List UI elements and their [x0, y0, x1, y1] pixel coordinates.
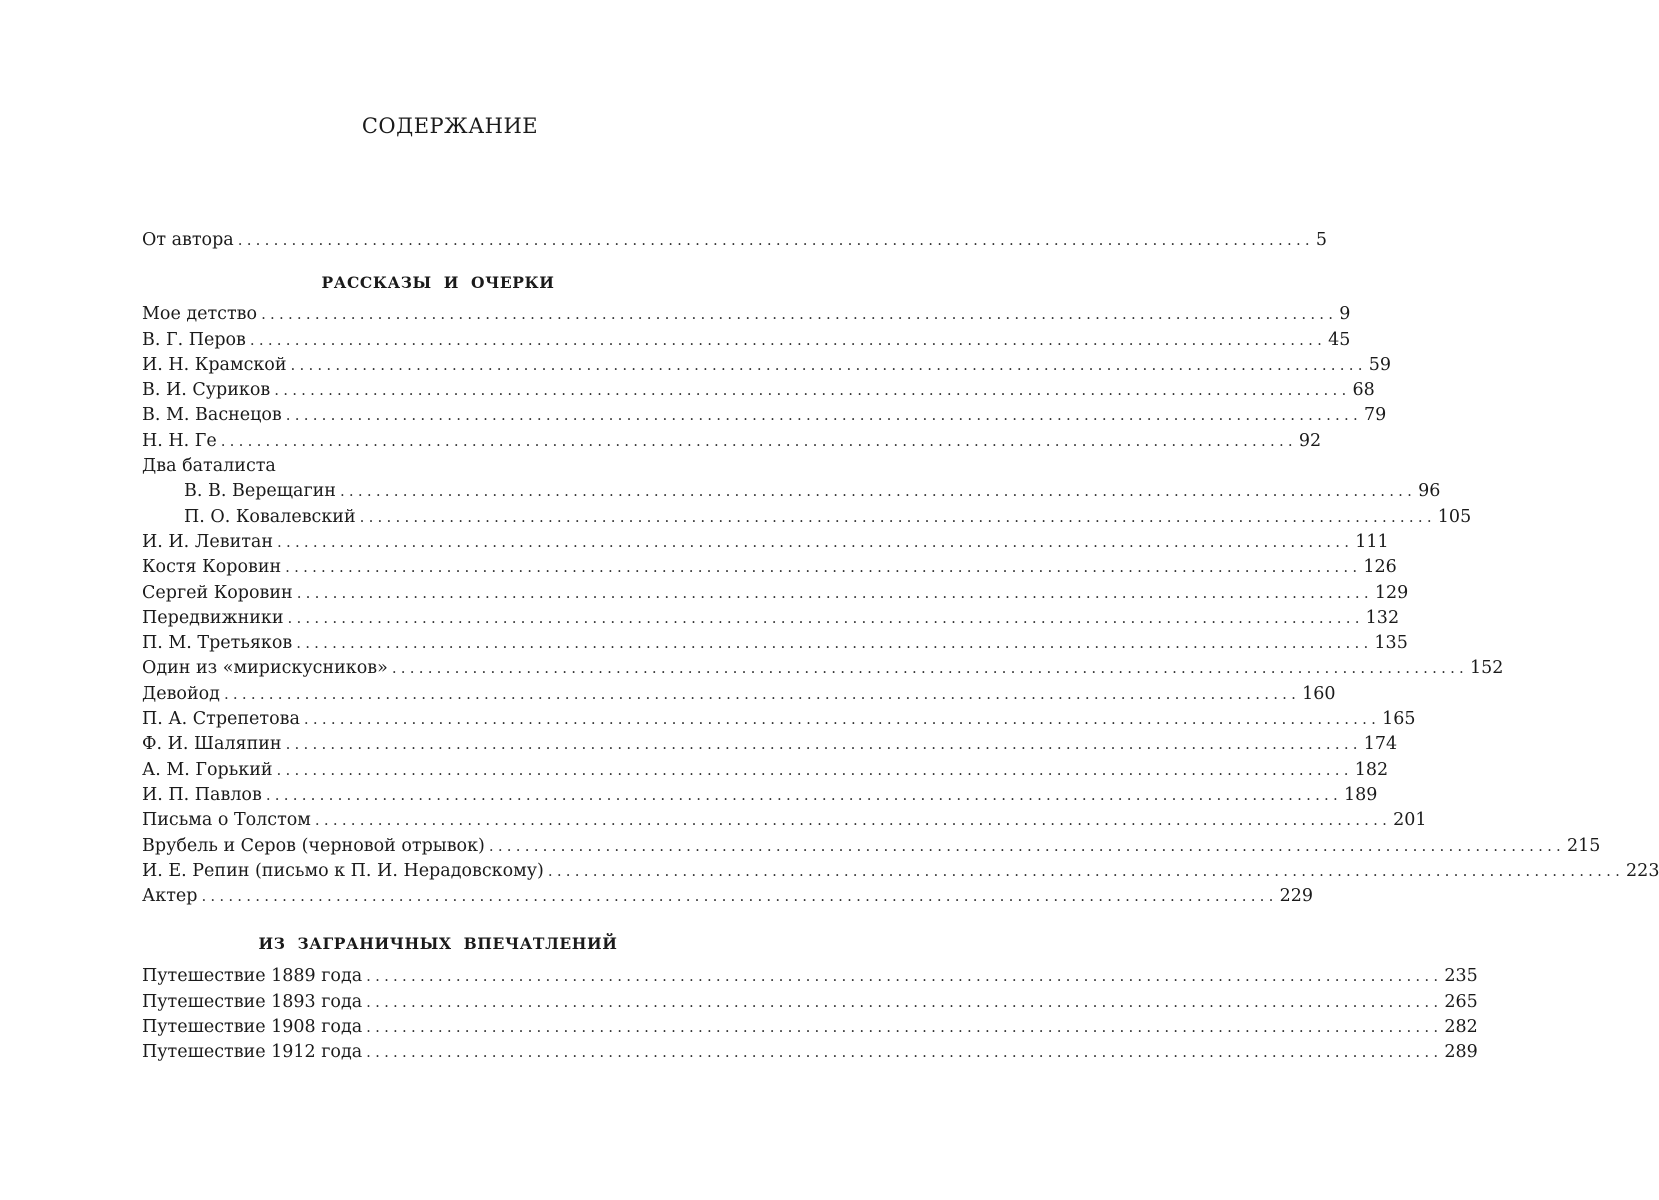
toc-entry-label: И. Е. Репин (письмо к П. И. Нерадовскому) — [142, 860, 544, 881]
dot-leader: ........................................................................................................................ — [261, 305, 1338, 324]
dot-leader: ........................................................................................................................ — [359, 507, 1436, 526]
dot-leader: ........................................................................................................................ — [276, 760, 1353, 779]
section-spacer — [142, 956, 734, 964]
toc-entry-page: 111 — [1355, 531, 1389, 552]
toc-entry-page: 68 — [1352, 380, 1375, 401]
toc-entry-page: 182 — [1354, 759, 1389, 780]
toc-entry[interactable] — [142, 403, 1387, 428]
toc-entry-label: А. М. Горький — [142, 759, 273, 780]
toc-entry[interactable] — [142, 707, 1416, 732]
toc-entry-label: В. И. Суриков — [142, 380, 271, 401]
toc-entry-page: 282 — [1444, 1017, 1478, 1038]
toc-entry[interactable] — [142, 783, 1378, 808]
toc-entry-label: П. А. Стрепетова — [142, 709, 300, 730]
toc-entry-label: Письма о Толстом — [142, 810, 311, 831]
dot-leader: ........................................................................................................................ — [223, 684, 1301, 703]
dot-leader: ........................................................................................................................ — [285, 735, 1362, 754]
dot-leader: ........................................................................................................................ — [249, 330, 1327, 349]
toc-entry-label: В. В. Верещагин — [184, 481, 336, 502]
toc-entry[interactable] — [142, 429, 1322, 454]
toc-entry[interactable] — [142, 530, 1389, 555]
toc-entry-page: 289 — [1444, 1042, 1478, 1063]
toc-entry-intro[interactable] — [142, 228, 1328, 253]
dot-leader: ........................................................................................................................ — [201, 887, 1278, 906]
toc-entry-page: 45 — [1328, 329, 1351, 350]
toc-entry-label: В. Г. Перов — [142, 329, 246, 350]
toc-entry[interactable] — [142, 505, 1472, 530]
toc-entry-page: 92 — [1298, 430, 1322, 451]
toc-entry[interactable] — [142, 656, 1504, 681]
toc-entry[interactable] — [142, 1040, 1478, 1065]
toc-entry-label: И. И. Левитан — [142, 531, 274, 552]
toc-entry[interactable] — [142, 1015, 1478, 1040]
toc-entry-page: 235 — [1444, 966, 1478, 987]
section-spacer — [142, 909, 734, 931]
toc-entry[interactable] — [142, 808, 1427, 833]
dot-leader: ........................................................................................................................ — [366, 967, 1443, 986]
toc-entry-page: 165 — [1382, 709, 1416, 730]
section-spacer — [142, 295, 734, 302]
toc-entry[interactable] — [142, 581, 1409, 606]
dot-leader: ........................................................................................................................ — [277, 532, 1354, 551]
dot-leader: ........................................................................................................................ — [285, 558, 1362, 577]
toc-entry-label: Передвижники — [142, 607, 284, 628]
toc-entry[interactable] — [142, 378, 1375, 403]
toc-entry-label: Костя Коровин — [142, 557, 282, 578]
toc-entry-label: Врубель и Серов (черновой отрывок) — [142, 835, 485, 856]
dot-leader: ........................................................................................................................ — [265, 785, 1342, 804]
page-title: СОДЕРЖАНИЕ — [361, 114, 539, 138]
table-of-contents — [142, 228, 1659, 1066]
toc-entry-page: 9 — [1339, 304, 1351, 325]
dot-leader: ........................................................................................................................ — [488, 836, 1566, 855]
toc-entry-page: 135 — [1374, 633, 1408, 654]
dot-leader: ........................................................................................................................ — [287, 608, 1364, 627]
toc-entry-page: 229 — [1279, 886, 1314, 907]
toc-entry-label: Путешествие 1908 года — [142, 1017, 363, 1038]
toc-entry-page: 215 — [1567, 835, 1601, 856]
dot-leader: ........................................................................................................................ — [290, 355, 1367, 374]
toc-entry[interactable] — [142, 479, 1441, 504]
section-spacer — [142, 253, 734, 270]
toc-entry[interactable] — [142, 884, 1314, 909]
toc-entry-page: 96 — [1418, 481, 1441, 502]
toc-entry-label: Сергей Коровин — [142, 582, 293, 603]
toc-entry-page: 160 — [1302, 683, 1336, 704]
section-heading: ИЗ ЗАГРАНИЧНЫХ ВПЕЧАТЛЕНИЙ — [258, 934, 618, 954]
dot-leader: ........................................................................................................................ — [303, 710, 1381, 729]
toc-entry[interactable] — [142, 328, 1351, 353]
toc-entry-label: И. Н. Крамской — [142, 354, 287, 375]
toc-entry-label: Девойод — [142, 683, 220, 704]
dot-leader: ........................................................................................................................ — [237, 231, 1314, 249]
toc-entry-label: И. П. Павлов — [142, 784, 262, 805]
toc-group-label: Два баталиста — [142, 456, 276, 477]
dot-leader: ........................................................................................................................ — [296, 583, 1373, 602]
toc-entry[interactable] — [142, 758, 1389, 783]
toc-entry-page: 152 — [1470, 658, 1504, 679]
toc-sections — [142, 253, 1659, 1065]
toc-entry-page: 174 — [1363, 734, 1398, 755]
toc-entry-label: Ф. И. Шаляпин — [142, 734, 282, 755]
toc-entry[interactable] — [142, 353, 1391, 378]
dot-leader: ........................................................................................................................ — [274, 381, 1351, 400]
toc-entry-label: От автора — [142, 230, 234, 250]
toc-entry-label: Один из «мирискусников» — [142, 658, 388, 679]
dot-leader: ........................................................................................................................ — [314, 811, 1392, 830]
toc-entry-page: 189 — [1344, 784, 1378, 805]
toc-entry-page: 126 — [1363, 557, 1397, 578]
dot-leader: ........................................................................................................................ — [296, 634, 1373, 653]
toc-entry-label: Н. Н. Ге — [142, 430, 217, 451]
toc-entry-page: 5 — [1315, 230, 1328, 250]
toc-entry-label: Актер — [142, 886, 198, 907]
toc-entry-label: П. М. Третьяков — [142, 633, 293, 654]
toc-entry-label: В. М. Васнецов — [142, 405, 282, 426]
dot-leader: ........................................................................................................................ — [339, 482, 1417, 501]
toc-entry[interactable] — [142, 834, 1601, 859]
toc-entry-label: Путешествие 1893 года — [142, 991, 363, 1012]
toc-entry[interactable] — [142, 631, 1408, 656]
toc-entry[interactable] — [142, 606, 1400, 631]
toc-entry-label: Путешествие 1889 года — [142, 966, 363, 987]
toc-entry-page: 265 — [1444, 991, 1478, 1012]
toc-entry[interactable] — [142, 964, 1478, 989]
toc-entry-label: П. О. Ковалевский — [184, 506, 356, 527]
toc-entry-label: Путешествие 1912 года — [142, 1042, 363, 1063]
dot-leader: ........................................................................................................................ — [220, 431, 1297, 450]
toc-entry[interactable] — [142, 732, 1398, 757]
toc-entry-page: 223 — [1626, 860, 1659, 881]
dot-leader: ........................................................................................................................ — [366, 1043, 1443, 1062]
toc-entry[interactable] — [142, 555, 1397, 580]
toc-entry-page: 105 — [1437, 506, 1472, 527]
section-heading: РАССКАЗЫ И ОЧЕРКИ — [321, 273, 555, 293]
toc-entry-page: 59 — [1368, 354, 1391, 375]
toc-entry-page: 201 — [1393, 810, 1427, 831]
toc-entry-page: 129 — [1374, 582, 1409, 603]
toc-entry-page: 79 — [1363, 405, 1387, 426]
toc-entry[interactable] — [142, 859, 1659, 884]
dot-leader: ........................................................................................................................ — [547, 861, 1625, 880]
toc-entry[interactable] — [142, 302, 1351, 327]
dot-leader: ........................................................................................................................ — [391, 659, 1469, 678]
toc-entry-label: Мое детство — [142, 304, 258, 325]
dot-leader: ........................................................................................................................ — [366, 992, 1443, 1011]
toc-entry[interactable] — [142, 990, 1478, 1015]
dot-leader: ........................................................................................................................ — [285, 406, 1362, 425]
dot-leader: ........................................................................................................................ — [366, 1018, 1443, 1037]
toc-entry-page: 132 — [1365, 607, 1400, 628]
toc-entry[interactable] — [142, 682, 1336, 707]
